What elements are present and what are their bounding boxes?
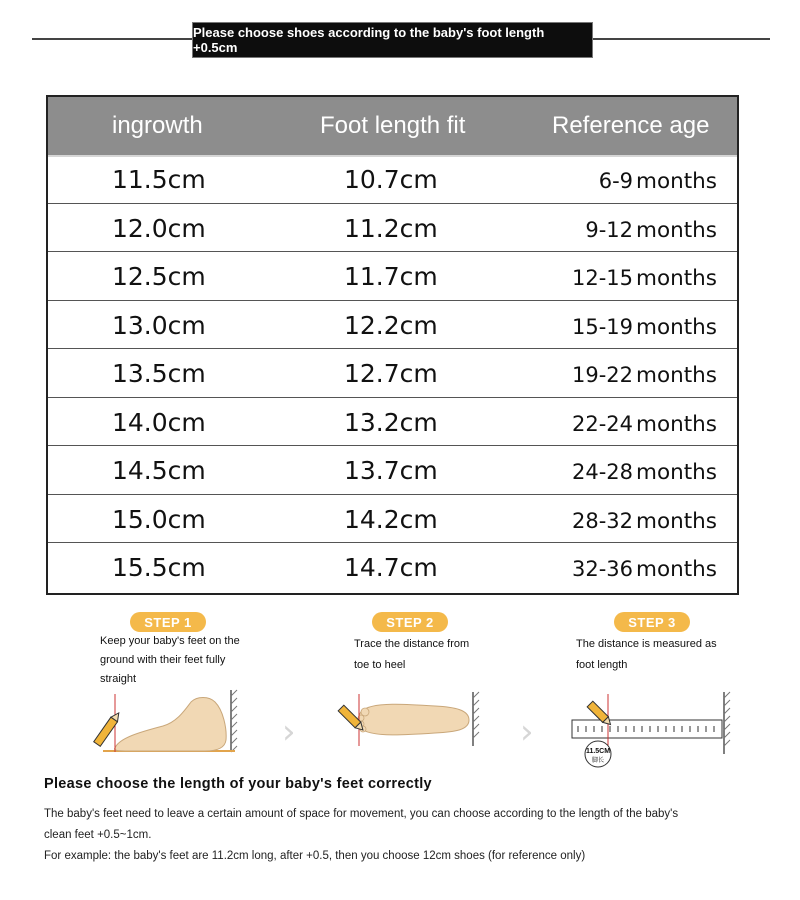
cell-ingrowth: 13.0cm [112,310,206,340]
cell-ingrowth: 12.0cm [112,213,206,243]
guide-title: Please choose the length of your baby's feet correctly [44,776,432,792]
age-unit: months [636,460,717,485]
cell-foot-length: 11.2cm [344,213,438,243]
chevron-right-icon: › [282,712,296,752]
age-unit: months [636,314,717,340]
cell-foot-length: 12.2cm [344,310,438,340]
cell-reference-age [585,214,717,243]
age-range: 15-19 [571,314,634,339]
cell-reference-age [572,505,717,534]
measure-value: 11.5CM [585,748,611,755]
table-row [48,398,737,447]
step-1-text [100,632,240,689]
step-3-line: The distance is measured as [576,638,717,650]
cell-foot-length: 11.7cm [344,262,438,291]
step-2-text [354,634,469,676]
age-range: 19-22 [571,363,634,387]
age-unit: months [636,363,717,388]
foot-top-icon [359,704,470,735]
age-range: 22-24 [571,411,634,436]
wall-hatch [231,690,237,752]
cell-foot-length: 12.7cm [344,359,438,388]
guide-paragraph-line: The baby's feet need to leave a certain amount of space for movement, you can choose according to the length of the baby's [44,808,679,820]
age-range: 28-32 [571,508,634,533]
step-3-line: foot length [576,659,628,671]
cell-ingrowth: 15.5cm [112,553,206,582]
cell-ingrowth: 15.0cm [112,504,206,534]
age-unit: months [636,557,717,582]
pencil-icon [94,711,122,747]
age-range: 32-36 [571,557,634,581]
cell-foot-length: 14.7cm [344,553,438,582]
cell-ingrowth: 12.5cm [112,262,206,291]
step-3-illustration [568,690,738,770]
age-unit: months [636,169,717,194]
table-body [48,155,737,593]
cell-foot-length: 13.2cm [344,407,438,437]
table-header [48,97,737,157]
size-table [46,95,739,595]
table-row [48,446,737,495]
guide-paragraph-line: clean feet +0.5~1cm. [44,829,152,841]
step-2-line: Trace the distance from [354,638,470,650]
table-row [48,349,737,398]
cell-reference-age [572,262,717,291]
step-1-illustration [85,688,245,758]
cell-reference-age [572,311,717,340]
guide-example: For example: the baby's feet are 11.2cm long, after +0.5, then you choose 12cm shoes (for reference only) [44,850,586,862]
cell-ingrowth: 14.5cm [112,456,206,485]
cell-reference-age [572,456,717,485]
table-row [48,252,737,301]
cell-reference-age [572,408,717,437]
cell-ingrowth: 11.5cm [112,165,206,194]
wall-hatch [724,692,730,746]
header-reference-age: Reference age [552,112,710,139]
cell-reference-age [572,359,717,388]
table-row [48,543,737,592]
table-row [48,155,737,204]
age-range: 6-9 [598,169,634,193]
table-row [48,301,737,350]
step-1-badge: STEP 1 [130,612,206,632]
cell-foot-length: 14.2cm [344,504,438,534]
cell-ingrowth: 14.0cm [112,407,206,437]
step-1-line: ground with their feet fully [100,654,226,666]
age-unit: months [636,217,717,243]
cell-foot-length: 13.7cm [344,456,438,485]
step-3-badge: STEP 3 [614,612,690,632]
cell-foot-length: 10.7cm [344,165,438,194]
step-3-text [576,634,717,676]
step-2-line: toe to heel [354,659,406,671]
header-foot-length: Foot length fit [320,112,466,139]
age-unit: months [636,266,717,291]
foot-side-icon [114,698,226,752]
measure-caption: 脚长 [591,757,605,764]
cell-ingrowth: 13.5cm [112,359,206,388]
age-range: 12-15 [571,266,634,290]
cell-reference-age [599,165,717,194]
step-1-line: straight [100,673,137,685]
age-range: 9-12 [585,217,634,242]
age-range: 24-28 [571,460,634,484]
cell-reference-age [572,553,717,582]
banner-title: Please choose shoes according to the baby's foot length +0.5cm [192,22,593,58]
age-unit: months [636,508,717,534]
step-2-badge: STEP 2 [372,612,448,632]
table-row [48,204,737,253]
wall-hatch [473,692,479,738]
chevron-right-icon: › [520,712,534,752]
table-row [48,495,737,544]
header-ingrowth: ingrowth [112,112,203,139]
step-1-line: Keep your baby's feet on the [100,635,240,647]
step-2-illustration [335,690,485,750]
age-unit: months [636,411,717,437]
